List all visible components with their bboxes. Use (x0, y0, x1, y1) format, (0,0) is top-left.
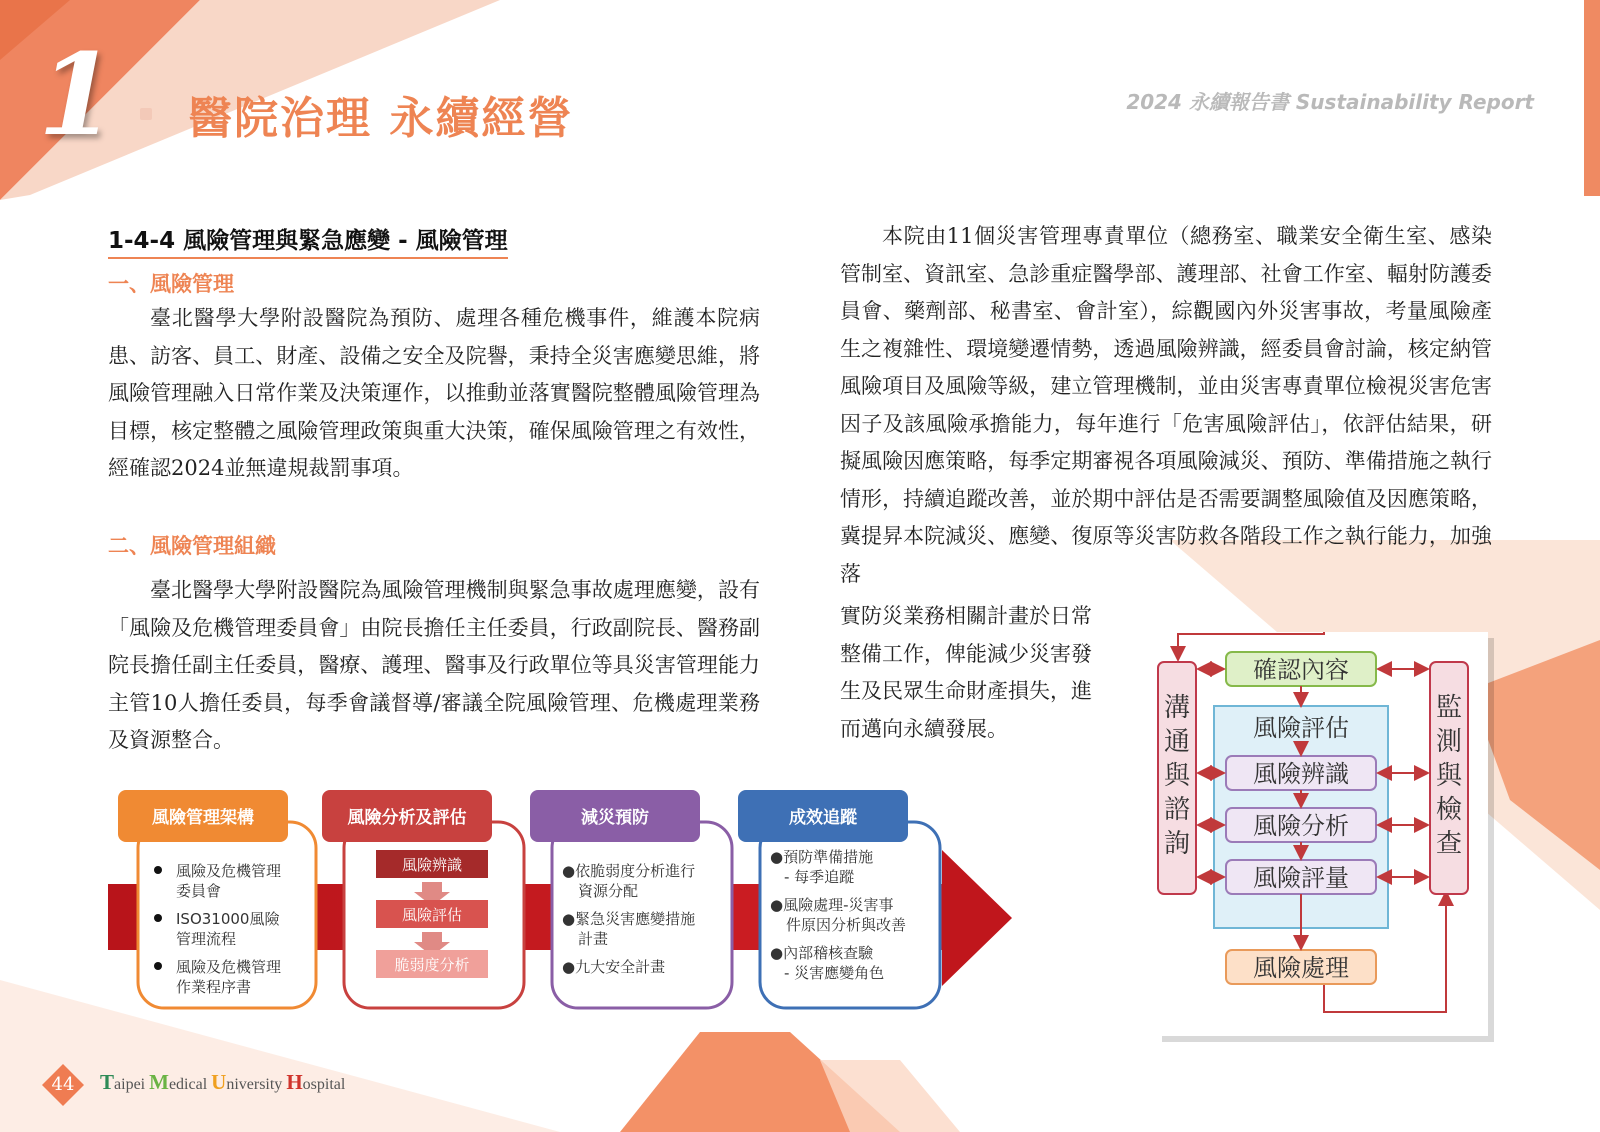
hospital-initial-h: H (286, 1070, 303, 1094)
stage3-item-line: ●緊急災害應變措施 (562, 910, 696, 928)
monitoring-char: 檢 (1435, 795, 1463, 825)
hospital-word: edical (168, 1076, 212, 1093)
stage3-item-line: 資源分配 (578, 882, 639, 900)
stage3-item-line: ●九大安全計畫 (562, 958, 666, 976)
stage1-item-line: 風險及危機管理 (176, 958, 282, 976)
risk-organization-paragraph: 臺北醫學大學附設醫院為風險管理機制與緊急事故處理應變，設有「風險及危機管理委員會」由院長擔任主任委員，行政副院長、醫務副院長擔任副主任委員，醫療、護理、醫事及行政單位等具災害管理能力主管10人擔任委員，每季會議督導/審議全院風險管理、危機處理業務及資源整合。 (108, 578, 760, 752)
bullet (154, 962, 162, 970)
stage1-item-line: 委員會 (176, 882, 222, 900)
monitoring-char: 與 (1435, 761, 1463, 791)
hospital-initial-u: U (211, 1070, 227, 1094)
stage2-step-vulnerability-label: 脆弱度分析 (394, 956, 470, 974)
chapter-number-dot (140, 108, 152, 120)
stage4-title: 成效追蹤 (789, 808, 857, 828)
edge-accent-bar (1584, 0, 1600, 196)
stage1-item-line: 管理流程 (176, 930, 237, 948)
communication-char: 諮 (1163, 795, 1191, 825)
stage4-item-line: ●風險處理-災害事 (770, 896, 894, 914)
subsection-title-risk-organization: 二、風險管理組織 (108, 534, 276, 558)
communication-char: 詢 (1163, 829, 1191, 859)
disaster-management-paragraph-continued: 實防災業務相關計畫於日常整備工作，俾能減少災害發生及民眾生命財產損失，進而邁向永續發展。 (840, 604, 1092, 741)
stage2-step-assess-label: 風險評估 (401, 906, 463, 924)
stage1-item-line: 風險及危機管理 (176, 862, 282, 880)
monitoring-char: 監 (1435, 693, 1463, 723)
hospital-initial-t: T (100, 1070, 115, 1094)
hospital-initial-m: M (149, 1070, 169, 1094)
communication-char: 溝 (1163, 693, 1191, 723)
stage2-title: 風險分析及評估 (347, 808, 467, 828)
stage3-item-line: ●依脆弱度分析進行 (562, 862, 696, 880)
analyze-label: 風險分析 (1253, 812, 1349, 840)
bullet (154, 914, 162, 922)
stage3-title: 減災預防 (581, 808, 649, 828)
risk-flow-diagram (1156, 632, 1496, 1044)
stage1-title: 風險管理架構 (152, 808, 254, 828)
stage4-item-line: ●預防準備措施 (770, 848, 874, 866)
chapter-title: 醫院治理 永續經營 (188, 93, 574, 144)
stage4-item-line: 件原因分析與改善 (786, 916, 907, 934)
evaluate-label: 風險評量 (1253, 864, 1349, 892)
confirm-label: 確認內容 (1253, 656, 1349, 684)
hospital-name (100, 1070, 345, 1095)
report-title: 2024 永續報告書 Sustainability Report (1126, 90, 1534, 114)
page-number: 44 (51, 1074, 75, 1095)
stage1-item-line: ISO31000風險 (176, 910, 280, 928)
stage3-item-line: 計畫 (578, 930, 609, 948)
assessment-group-label: 風險評估 (1253, 714, 1349, 742)
stage4-item-line: - 災害應變角色 (784, 964, 885, 982)
stage4-item-line: ●內部稽核查驗 (770, 944, 874, 962)
communication-char: 與 (1163, 761, 1191, 791)
process-arrow-head (942, 850, 1012, 986)
chapter-number: 1 (38, 30, 116, 161)
treat-label: 風險處理 (1253, 954, 1349, 982)
stage4-item-line: - 每季追蹤 (784, 868, 855, 886)
hospital-word: niversity (226, 1076, 287, 1093)
communication-char: 通 (1163, 727, 1191, 757)
disaster-management-paragraph: 本院由11個災害管理專責單位（總務室、職業安全衛生室、感染管制室、資訊室、急診重症醫學部、護理部、社會工作室、輻射防護委員會、藥劑部、秘書室、會計室），綜觀國內外災害事故，考量風險產生之複雜性、環境變遷情勢，透過風險辨識，經委員會討論，核定納管風險項目及風險等級，建立管理機制，並由災害專責單位檢視災害危害因子及該風險承擔能力，每年進行「危害風險評估」，依評估結果，研擬風險因應策略，每季定期審視各項風險減災、預防、準備措施之執行情形，持續追蹤改善，並於期中評估是否需要調整風險值及因應策略，冀提昇本院減災、應變、復原等災害防救各階段工作之執行能力，加強落 (840, 224, 1492, 586)
monitoring-char: 測 (1435, 727, 1463, 757)
bullet (154, 866, 162, 874)
section-title: 1-4-4 風險管理與緊急應變 - 風險管理 (108, 222, 508, 259)
hospital-word: aipei (114, 1076, 150, 1093)
subsection-title-risk-management: 一、風險管理 (108, 272, 234, 296)
hospital-word: ospital (302, 1076, 346, 1093)
risk-management-paragraph: 臺北醫學大學附設醫院為預防、處理各種危機事件，維護本院病患、訪客、員工、財產、設備之安全及院譽，秉持全災害應變思維，將風險管理融入日常作業及決策運作，以推動並落實醫院整體風險管理為目標，核定整體之風險管理政策與重大決策，確保風險管理之有效性，經確認2024並無違規裁罰事項。 (108, 306, 760, 480)
stage1-item-line: 作業程序書 (176, 978, 252, 996)
monitoring-char: 查 (1435, 829, 1463, 859)
stage2-step-identify-label: 風險辨識 (401, 856, 463, 874)
risk-process-diagram (104, 778, 1014, 1040)
identify-label: 風險辨識 (1253, 760, 1349, 788)
